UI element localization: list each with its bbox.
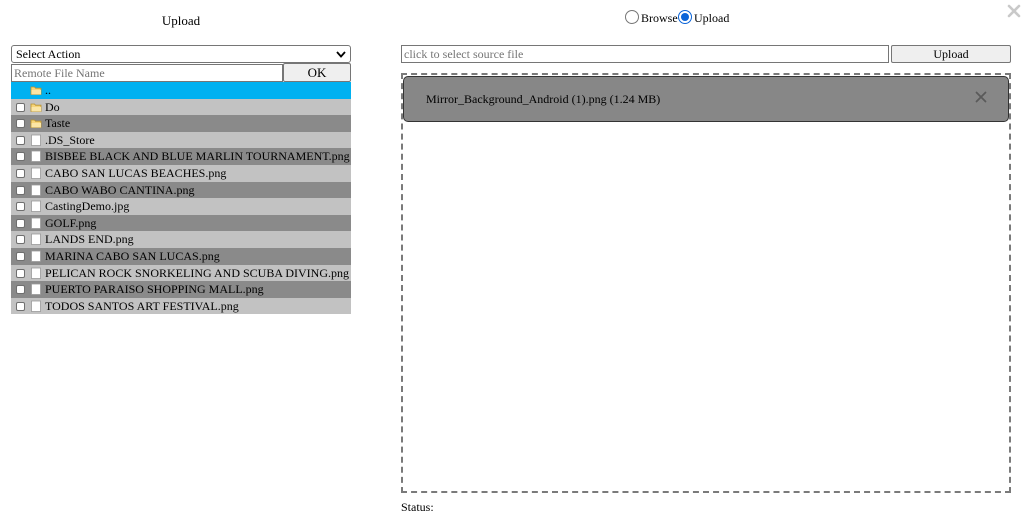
close-icon[interactable] xyxy=(1005,2,1023,20)
folder-name: Taste xyxy=(45,116,71,131)
file-icon xyxy=(30,233,42,245)
row-checkbox[interactable] xyxy=(16,152,25,161)
action-select[interactable] xyxy=(11,45,351,63)
file-list-row[interactable] xyxy=(11,265,351,282)
file-name: CABO SAN LUCAS BEACHES.png xyxy=(45,165,227,180)
file-list-row[interactable] xyxy=(11,132,351,149)
file-icon xyxy=(30,134,42,146)
file-list-row[interactable] xyxy=(11,115,351,132)
queued-file-card xyxy=(403,76,1009,122)
page-title: Upload xyxy=(161,13,201,28)
file-icon xyxy=(30,267,42,279)
file-icon xyxy=(30,283,42,295)
file-name: PUERTO PARAISO SHOPPING MALL.png xyxy=(45,282,264,297)
file-list-row[interactable] xyxy=(11,248,351,265)
row-checkbox[interactable] xyxy=(16,119,25,128)
file-list-row[interactable] xyxy=(11,82,351,99)
queued-file-size: (1.24 MB) xyxy=(609,92,661,106)
file-name: CastingDemo.jpg xyxy=(45,199,130,214)
file-name: GOLF.png xyxy=(45,215,97,230)
file-icon xyxy=(30,250,42,262)
file-name: TODOS SANTOS ART FESTIVAL.png xyxy=(45,298,239,313)
browse-radio[interactable] xyxy=(625,10,639,24)
file-name: LANDS END.png xyxy=(45,232,134,247)
file-name: CABO WABO CANTINA.png xyxy=(45,182,195,197)
row-checkbox[interactable] xyxy=(16,252,25,261)
status-label: Status: xyxy=(401,500,434,514)
file-name: PELICAN ROCK SNORKELING AND SCUBA DIVING.png xyxy=(45,265,350,280)
file-icon xyxy=(30,200,42,212)
row-checkbox[interactable] xyxy=(16,136,25,145)
file-list-row[interactable] xyxy=(11,148,351,165)
upload-radio-label[interactable]: Upload xyxy=(694,11,730,25)
file-icon xyxy=(30,217,42,229)
remote-file-name-input[interactable] xyxy=(11,64,283,82)
row-checkbox[interactable] xyxy=(16,302,25,311)
file-name: BISBEE BLACK AND BLUE MARLIN TOURNAMENT.png xyxy=(45,149,350,164)
remove-file-icon[interactable] xyxy=(975,91,987,103)
folder-icon xyxy=(30,117,42,129)
browse-radio-label[interactable]: Browse xyxy=(641,11,678,25)
queued-file-label xyxy=(426,92,660,107)
file-list-row[interactable] xyxy=(11,215,351,232)
file-list-row[interactable] xyxy=(11,182,351,199)
row-checkbox[interactable] xyxy=(16,103,25,112)
upload-radio[interactable] xyxy=(678,10,692,24)
folder-name: Do xyxy=(45,99,60,114)
file-icon xyxy=(30,167,42,179)
folder-icon xyxy=(30,101,42,113)
folder-name: .. xyxy=(45,83,51,97)
row-checkbox[interactable] xyxy=(16,235,25,244)
row-checkbox[interactable] xyxy=(16,169,25,178)
file-icon xyxy=(30,150,42,162)
file-list-row[interactable] xyxy=(11,231,351,248)
file-list-row[interactable] xyxy=(11,281,351,298)
file-list-row[interactable] xyxy=(11,198,351,215)
chevron-down-icon xyxy=(335,48,347,60)
row-checkbox[interactable] xyxy=(16,202,25,211)
file-name: MARINA CABO SAN LUCAS.png xyxy=(45,248,220,263)
file-list-row[interactable] xyxy=(11,165,351,182)
queued-file-name: Mirror_Background_Android (1).png xyxy=(426,92,607,106)
file-list xyxy=(11,82,351,314)
row-checkbox[interactable] xyxy=(16,269,25,278)
row-checkbox[interactable] xyxy=(16,186,25,195)
file-list-row[interactable] xyxy=(11,99,351,116)
file-icon xyxy=(30,300,42,312)
file-icon xyxy=(30,184,42,196)
source-file-input[interactable] xyxy=(401,45,889,63)
upload-button[interactable]: Upload xyxy=(891,45,1011,63)
row-checkbox[interactable] xyxy=(16,285,25,294)
drop-zone[interactable] xyxy=(401,73,1011,493)
row-checkbox[interactable] xyxy=(16,219,25,228)
ok-button[interactable]: OK xyxy=(283,63,351,82)
action-select-value: Select Action xyxy=(16,47,81,61)
file-name: .DS_Store xyxy=(45,132,95,147)
file-list-row[interactable] xyxy=(11,298,351,315)
folder-icon xyxy=(30,84,42,96)
